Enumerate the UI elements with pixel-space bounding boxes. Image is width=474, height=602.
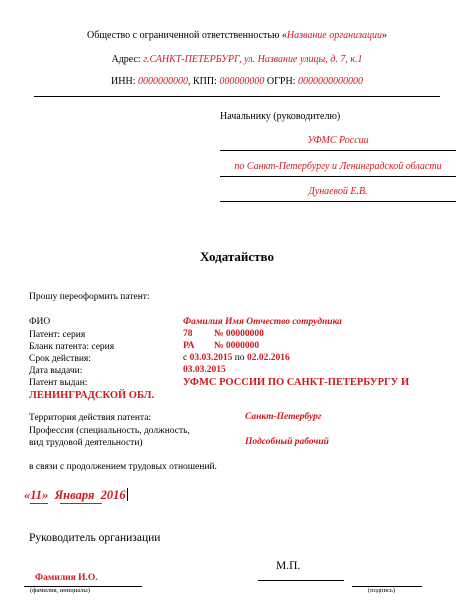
requisites-line bbox=[0, 76, 474, 87]
patent-no-sign: № bbox=[214, 329, 224, 339]
fio-value: Фамилия Имя Отчество сотрудника bbox=[183, 317, 342, 327]
signer-name: Фамилия И.О. bbox=[35, 573, 98, 583]
addressee-line-3: Дунаевой Е.В. bbox=[308, 186, 368, 197]
issued-by-label: Патент выдан: bbox=[29, 378, 88, 388]
patent-number: 00000000 bbox=[225, 329, 264, 339]
addressee-label: Начальнику (руководителю) bbox=[220, 111, 341, 122]
validity-from-word: с bbox=[183, 353, 188, 363]
stamp-underline bbox=[258, 580, 344, 581]
patent-label: Патент: серия bbox=[29, 330, 86, 340]
kpp-value: 000000000 bbox=[219, 76, 265, 87]
kpp-label: , КПП: bbox=[187, 76, 217, 87]
blank-number: 0000000 bbox=[225, 341, 260, 351]
validity-row bbox=[183, 353, 290, 363]
addressee-underline-3 bbox=[220, 201, 456, 202]
document-title: Ходатайство bbox=[200, 249, 274, 264]
date-close-quote: » bbox=[42, 488, 49, 502]
org-open-quote: « bbox=[281, 30, 287, 41]
addressee-underline-2 bbox=[220, 176, 456, 177]
blank-no-sign: № bbox=[214, 341, 224, 351]
patent-number-row bbox=[214, 329, 264, 339]
profession-value: Подсобный рабочий bbox=[245, 437, 329, 447]
header-divider bbox=[34, 96, 440, 97]
text-cursor bbox=[127, 488, 128, 501]
patent-series: 78 bbox=[183, 329, 193, 339]
stamp-label: М.П. bbox=[276, 560, 301, 572]
org-name: Название организации bbox=[286, 30, 382, 41]
territory-label: Территория действия патента: bbox=[29, 413, 152, 423]
blank-series: РА bbox=[183, 341, 195, 351]
signature-caption: (подпись) bbox=[368, 587, 395, 594]
ogrn-label: ОГРН: bbox=[266, 76, 296, 87]
org-prefix: Общество с ограниченной ответственностью bbox=[87, 30, 280, 41]
blank-number-row bbox=[214, 341, 259, 351]
profession-label-2: вид трудовой деятельности) bbox=[29, 438, 143, 448]
org-close-quote: » bbox=[381, 30, 387, 41]
issued-by-value-cont: ЛЕНИНГРАДСКОЙ ОБЛ. bbox=[29, 390, 155, 401]
issue-date-label: Дата выдачи: bbox=[29, 366, 83, 376]
signer-name-caption: (фамилия, инициалы) bbox=[30, 587, 90, 594]
fio-label: ФИО bbox=[29, 317, 51, 327]
date-open-quote: « bbox=[24, 488, 31, 502]
validity-label: Срок действия: bbox=[29, 354, 91, 364]
addressee-underline-1 bbox=[220, 150, 456, 151]
signature-role: Руководитель организации bbox=[29, 532, 161, 544]
request-text: Прошу переоформить патент: bbox=[29, 292, 150, 302]
issue-date-value: 03.03.2015 bbox=[183, 365, 226, 375]
validity-from: 03.03.2015 bbox=[189, 353, 233, 363]
validity-to: 02.02.2016 bbox=[246, 353, 290, 363]
address-value: г.САНКТ-ПЕТЕРБУРГ, ул. Название улицы, д. 7, к.1 bbox=[143, 54, 363, 65]
addressee-line-2: по Санкт-Петербургу и Ленинградской области bbox=[234, 161, 442, 172]
validity-to-word: по bbox=[234, 353, 245, 363]
address-line bbox=[0, 54, 474, 65]
date-day-underline bbox=[30, 503, 48, 504]
inn-value: 0000000000 bbox=[137, 76, 188, 87]
date-year: 2016 bbox=[100, 488, 126, 502]
addressee-line-1: УФМС России bbox=[307, 135, 369, 146]
blank-label: Бланк патента: серия bbox=[29, 342, 115, 352]
date-day: 11 bbox=[30, 488, 43, 502]
inn-label: ИНН: bbox=[111, 76, 136, 87]
issued-by-value: УФМС РОССИИ ПО САНКТ-ПЕТЕРБУРГУ И bbox=[183, 377, 410, 388]
address-label: Адрес: bbox=[111, 54, 141, 65]
profession-label-1: Профессия (специальность, должность, bbox=[29, 426, 190, 436]
territory-value: Санкт-Петербург bbox=[245, 412, 322, 422]
reason-text: в связи с продолжением трудовых отношений. bbox=[29, 462, 217, 472]
organization-line bbox=[0, 30, 474, 41]
date-month: Января bbox=[54, 488, 95, 502]
ogrn-value: 0000000000000 bbox=[297, 76, 363, 87]
date-month-underline bbox=[60, 503, 102, 504]
document-date bbox=[24, 488, 128, 503]
